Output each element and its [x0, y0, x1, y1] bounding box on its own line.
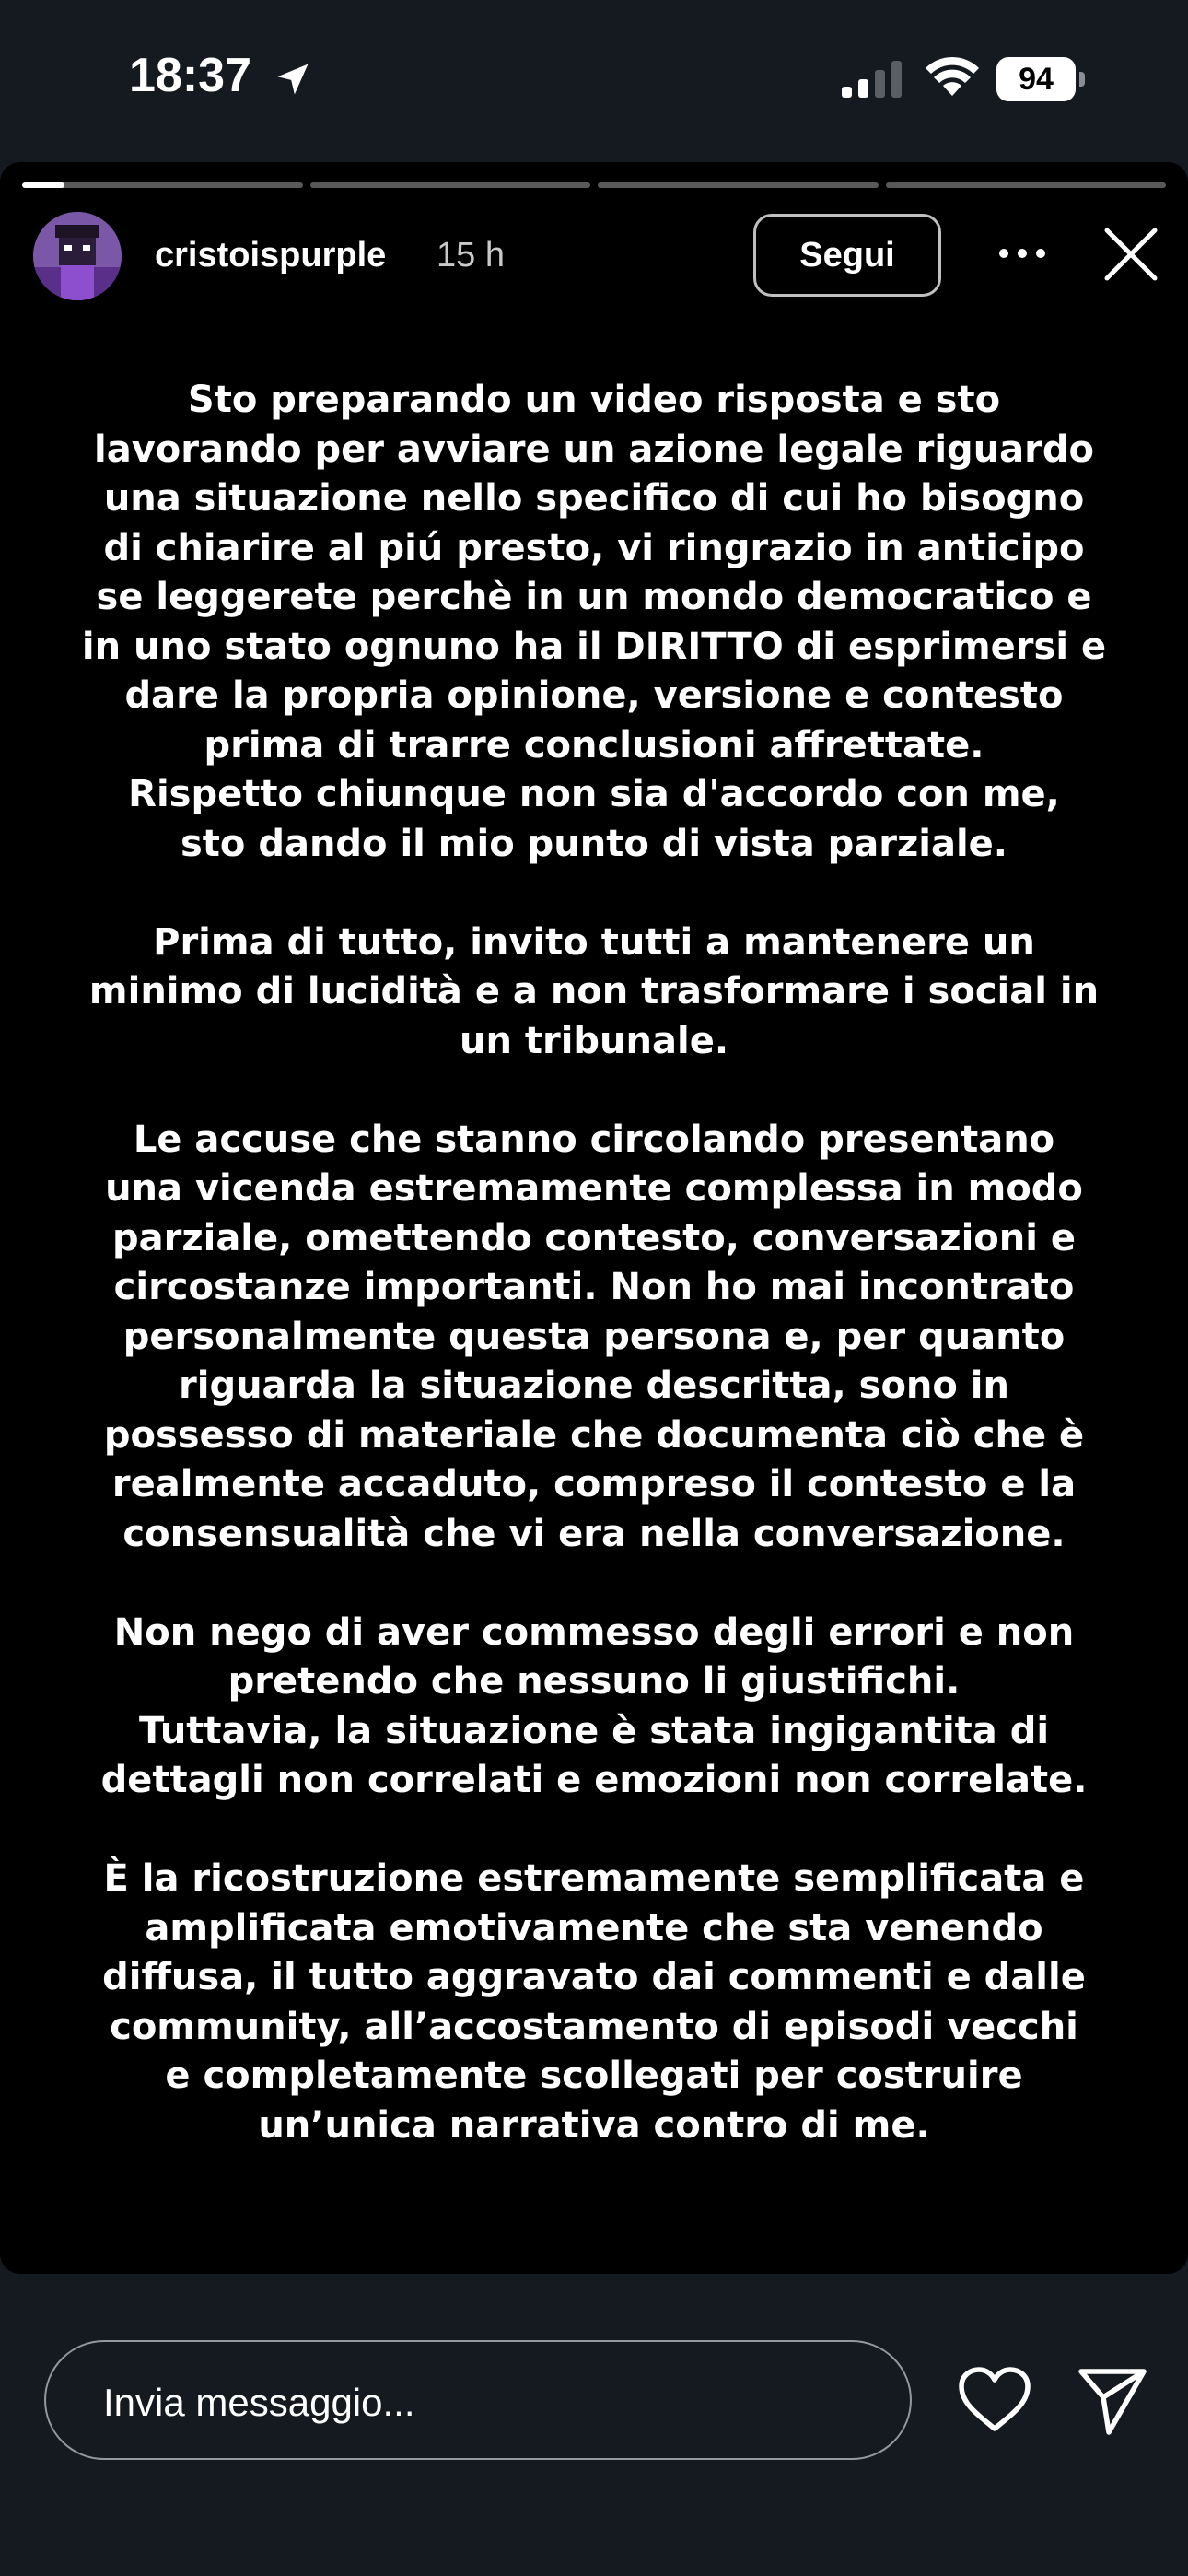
story-text-line: È la ricostruzione estremamente semplificata e: [103, 1857, 1085, 1900]
story-text-line: possesso di materiale che documenta ciò che è: [103, 1413, 1085, 1457]
story-progress-bar: [22, 182, 1166, 188]
story-text-line: minimo di lucidità e a non trasformare i social in: [88, 970, 1100, 1013]
progress-segment: [598, 182, 879, 188]
story-text-line: diffusa, il tutto aggravato dai commenti e dalle: [102, 1956, 1086, 1998]
story-text-line: dare la propria opinione, versione e contesto: [124, 674, 1064, 717]
progress-fill: [22, 182, 64, 188]
story-text-line: amplificata emotivamente che sta venendo: [145, 1906, 1043, 1950]
story-text-line: e completamente scollegati per costruire: [165, 2055, 1023, 2097]
story-text-line: lavorando per avviare un azione legale riguardo: [93, 427, 1094, 471]
avatar[interactable]: [33, 212, 122, 300]
story-username[interactable]: cristoispurple: [155, 236, 387, 275]
story-text-line: Le accuse che stanno circolando presentano: [133, 1118, 1055, 1161]
send-message-input[interactable]: [44, 2340, 912, 2460]
story-text-line: Tuttavia, la situazione è stata ingigantita di: [138, 1709, 1050, 1752]
story-viewer[interactable]: [0, 162, 1188, 2274]
story-text-line: un’unica narrativa contro di me.: [258, 2103, 930, 2147]
story-text-line: pretendo che nessuno li giustifichi.: [227, 1660, 961, 1703]
story-text-line: community, all’accostamento di episodi vecchi: [110, 2005, 1078, 2048]
story-text-line: una situazione nello specifico di cui ho bisogno: [103, 477, 1085, 520]
story-text-line: se leggerete perchè in un mondo democratico e: [96, 576, 1092, 618]
story-text-line: Sto preparando un video risposta e sto: [187, 379, 1001, 421]
story-text-line: personalmente questa persona e, per quanto: [122, 1315, 1066, 1358]
story-text-line: Rispetto chiunque non sia d'accordo con me,: [128, 773, 1060, 815]
progress-segment: [22, 182, 303, 188]
story-text-line: Non nego di aver commesso degli errori e non: [113, 1610, 1075, 1654]
paragraph-gap: [55, 1559, 1133, 1609]
story-text-line: una vicenda estremamente complessa in modo: [105, 1167, 1083, 1210]
cellular-signal-icon: [840, 59, 904, 100]
story-text-line: prima di trarre conclusioni affrettate.: [204, 723, 984, 767]
story-text-line: realmente accaduto, compreso il contesto e la: [111, 1463, 1077, 1505]
battery-level: 94: [996, 57, 1076, 101]
heart-icon[interactable]: [958, 2366, 1031, 2434]
send-icon[interactable]: [1076, 2364, 1149, 2438]
progress-segment: [310, 182, 591, 188]
status-time: 18:37: [129, 49, 251, 102]
story-time-ago: 15 h: [437, 236, 505, 275]
story-text: [55, 376, 1133, 2150]
avatar-image: [33, 212, 122, 300]
message-placeholder: Invia messaggio...: [103, 2381, 415, 2424]
story-text-line: un tribunale.: [459, 1019, 729, 1062]
follow-button[interactable]: Segui: [753, 214, 941, 297]
wifi-icon: [925, 55, 980, 100]
battery-cap: [1079, 72, 1085, 87]
close-icon[interactable]: [1101, 225, 1160, 284]
story-text-line: di chiarire al piú presto, vi ringrazio in anticipo: [103, 526, 1085, 569]
progress-segment: [886, 182, 1167, 188]
story-text-line: sto dando il mio punto di vista parziale.: [180, 822, 1007, 865]
story-text-line: consensualità che vi era nella conversazione.: [122, 1512, 1066, 1555]
paragraph-gap: [55, 1066, 1133, 1116]
story-text-line: dettagli non correlati e emozioni non correlate.: [100, 1759, 1088, 1801]
story-text-line: circostanze importanti. Non ho mai incontrato: [113, 1266, 1075, 1308]
story-text-line: parziale, omettendo contesto, conversazioni e: [111, 1216, 1077, 1259]
location-arrow-icon: [273, 59, 313, 100]
more-options-icon[interactable]: [995, 240, 1050, 267]
battery-icon: [996, 57, 1085, 101]
story-text-line: in uno stato ognuno ha il DIRITTO di esprimersi e: [81, 625, 1107, 668]
paragraph-gap: [55, 869, 1133, 919]
paragraph-gap: [55, 1806, 1133, 1856]
status-bar: [0, 0, 1188, 157]
story-text-line: riguarda la situazione descritta, sono in: [179, 1364, 1009, 1407]
story-text-line: Prima di tutto, invito tutti a mantenere un: [153, 920, 1035, 964]
